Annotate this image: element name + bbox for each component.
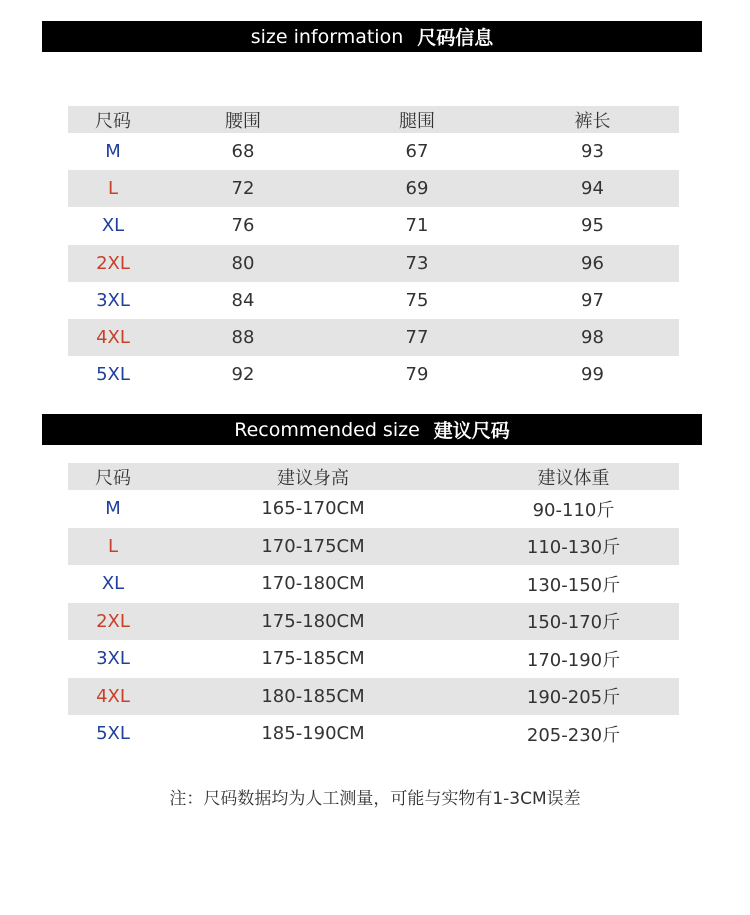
table-row [68, 678, 679, 716]
height-value: 165-170CM [261, 498, 365, 520]
thigh-value: 69 [328, 170, 506, 207]
waist-value: 80 [158, 245, 328, 282]
header-length: 裤长 [506, 106, 679, 133]
table-row [68, 207, 679, 244]
size-label: XL [101, 573, 125, 595]
table-row [68, 245, 679, 282]
table-row [68, 319, 679, 356]
recommended-size-banner [42, 414, 702, 445]
table-row [68, 133, 679, 170]
table-header-row [68, 106, 679, 133]
header-size: 尺码 [68, 106, 158, 133]
waist-value: 72 [158, 170, 328, 207]
table-row [68, 282, 679, 319]
measurement-note: 注：尺码数据均为人工测量，可能与实物有1-3CM误差 [169, 789, 581, 809]
recommended-size-table [68, 463, 679, 753]
length-value: 94 [506, 170, 679, 207]
height-value: 175-185CM [261, 648, 365, 670]
weight-value: 110-130斤 [468, 528, 679, 566]
weight-value: 190-205斤 [468, 678, 679, 716]
size-label: 5XL [96, 723, 130, 745]
size-information-banner [42, 21, 702, 52]
size-label: 3XL [96, 648, 130, 670]
banner-title-en: Recommended size [234, 418, 420, 441]
table-header-row [68, 463, 679, 490]
size-label: 4XL [68, 678, 158, 716]
header-waist: 腰围 [158, 106, 328, 133]
thigh-value: 75 [405, 289, 429, 311]
banner-title-en: size information [250, 25, 404, 48]
weight-value: 205-230斤 [526, 724, 621, 746]
size-label: 5XL [96, 364, 130, 386]
size-label: L [68, 170, 158, 207]
weight-value: 90-110斤 [532, 499, 615, 521]
length-value: 95 [581, 215, 604, 237]
weight-value: 170-190斤 [526, 649, 621, 671]
size-label: 4XL [68, 319, 158, 356]
header-weight: 建议体重 [468, 463, 679, 490]
table-row [68, 565, 679, 603]
height-value: 170-175CM [158, 528, 468, 566]
thigh-value: 71 [405, 215, 429, 237]
header-height: 建议身高 [158, 463, 468, 490]
banner-title-cn: 建议尺码 [433, 420, 510, 442]
size-label: M [105, 498, 121, 520]
height-value: 175-180CM [158, 603, 468, 641]
length-value: 96 [506, 245, 679, 282]
header-thigh: 腿围 [328, 106, 506, 133]
waist-value: 68 [231, 141, 255, 163]
table-row [68, 715, 679, 753]
table-row [68, 603, 679, 641]
waist-value: 92 [231, 364, 255, 386]
waist-value: 84 [231, 289, 255, 311]
length-value: 97 [581, 289, 604, 311]
table-row [68, 170, 679, 207]
thigh-value: 77 [328, 319, 506, 356]
header-size: 尺码 [68, 463, 158, 490]
height-value: 180-185CM [158, 678, 468, 716]
size-label: M [105, 141, 121, 163]
waist-value: 76 [231, 215, 255, 237]
height-value: 185-190CM [261, 723, 365, 745]
size-label: 2XL [68, 245, 158, 282]
banner-title-cn: 尺码信息 [417, 27, 494, 49]
size-information-table [68, 106, 679, 393]
weight-value: 130-150斤 [526, 574, 621, 596]
length-value: 98 [506, 319, 679, 356]
length-value: 93 [581, 141, 604, 163]
waist-value: 88 [158, 319, 328, 356]
height-value: 170-180CM [261, 573, 365, 595]
weight-value: 150-170斤 [468, 603, 679, 641]
thigh-value: 79 [405, 364, 429, 386]
table-row [68, 356, 679, 393]
table-row [68, 640, 679, 678]
size-label: 2XL [68, 603, 158, 641]
length-value: 99 [581, 364, 604, 386]
thigh-value: 73 [328, 245, 506, 282]
size-label: 3XL [96, 289, 130, 311]
thigh-value: 67 [405, 141, 429, 163]
table-row [68, 490, 679, 528]
size-label: L [68, 528, 158, 566]
size-label: XL [101, 215, 125, 237]
table-row [68, 528, 679, 566]
